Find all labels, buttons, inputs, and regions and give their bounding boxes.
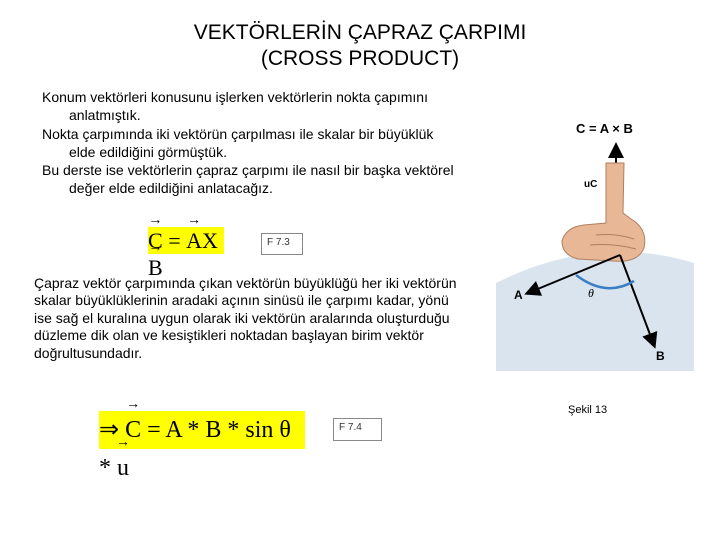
intro-paragraph-3: Bu derste ise vektörlerin çapraz çarpımı ile nasıl bir başka vektörel değer elde edildiğini anlatacağız. — [42, 162, 454, 197]
implies-sign: ⇒ — [99, 417, 126, 443]
title-line-1: VEKTÖRLERİN ÇAPRAZ ÇARPIMI — [193, 21, 527, 44]
formula-cross-product — [148, 227, 224, 280]
equals-sign: = — [141, 417, 166, 443]
hand-icon — [562, 163, 645, 261]
intro-paragraph-1: Konum vektörleri konusunu işlerken vektörlerin nokta çapımını anlatmıştık. — [42, 89, 428, 124]
cross-product-equation: C = A × B — [576, 121, 633, 136]
formula-tag-f74: F 7.4 — [333, 418, 382, 441]
magnitude-expression: A * B * sin θ * — [99, 417, 291, 481]
vector-b-label: B — [656, 349, 665, 363]
formula-magnitude — [99, 411, 305, 481]
right-hand-rule-figure — [496, 113, 694, 371]
vector-c: → C — [125, 411, 141, 449]
vector-a: → A — [186, 227, 202, 254]
equals-sign: = — [162, 228, 187, 253]
vector-b: → B — [148, 254, 163, 281]
figure-caption: Şekil 13 — [568, 404, 608, 416]
explanation-paragraph: Çapraz vektör çarpımında çıkan vektörün büyüklüğü her iki vektörün skalar büyüklüklerinin aradaki açının sinüsü ile çarpımı kadar, yönü ise sağ el kuralına uygun olarak iki vektörün aralarında oluşturduğu düzleme dik olan ve kesiştikleri noktadan başlayan birim vektör doğrultusundadır. — [34, 275, 457, 361]
formula-tag-f73: F 7.3 — [261, 233, 303, 255]
intro-paragraph-2: Nokta çarpımında iki vektörün çarpılması ile skalar bir büyüklük elde edildiğini görmüştük. — [42, 125, 434, 160]
slide-title — [0, 20, 720, 72]
unit-vector-u: → u — [117, 449, 129, 487]
vector-c: → C — [148, 227, 163, 254]
intro-text — [42, 88, 462, 198]
title-line-2: (CROSS PRODUCT) — [260, 47, 460, 70]
vector-a-label: A — [514, 288, 523, 302]
cross-sign: X — [202, 228, 218, 253]
theta-label: θ — [588, 286, 594, 300]
unit-vector-label: uC — [584, 179, 598, 190]
